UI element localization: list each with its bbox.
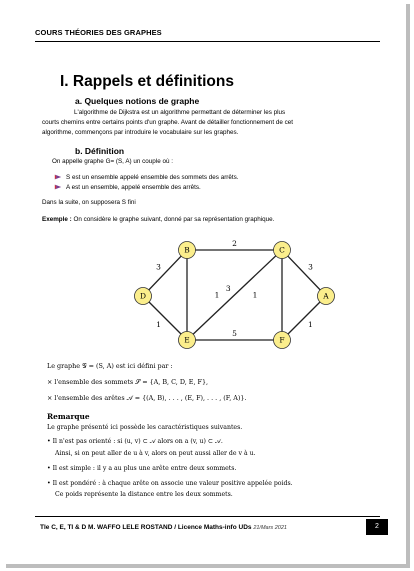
- edge-weight-label: 3: [308, 262, 313, 272]
- edge-weight-label: 1: [156, 319, 162, 329]
- edge-D-B: [143, 250, 187, 296]
- definition-intro: On appelle graphe G= (S, A) un couple où :: [52, 158, 173, 165]
- edge-weight-label: 3: [225, 283, 231, 293]
- page-footer: [40, 524, 287, 531]
- footer-text: Tle C, E, TI & D M. WAFFO LELE ROSTAND / Licence Maths-info UDs: [40, 524, 254, 531]
- subsection-b-title: b. Définition: [75, 146, 125, 156]
- example-line: [42, 216, 274, 223]
- remark-item-continuation: Ainsi, si on peut aller de u à v, alors on peut aussi aller de v à u.: [55, 450, 256, 457]
- bullet-arrow-icon: [54, 173, 62, 181]
- node-label: A: [323, 291, 329, 301]
- remark-title: Remarque: [47, 412, 90, 421]
- footer-rule: [35, 516, 380, 517]
- math-edges-line: × l'ensemble des arêtes 𝒜 = {(A, B), . . . , (E, F), . . . , (F, A)}.: [47, 394, 247, 402]
- node-label: F: [279, 335, 285, 345]
- example-label: Exemple :: [42, 216, 72, 223]
- bullet-item: [54, 183, 201, 191]
- remark-item: • Il est pondéré : à chaque arête on associe une valeur positive appelée poids.: [47, 480, 293, 487]
- edge-weight-label: 1: [252, 290, 258, 300]
- subsection-a-title: a. Quelques notions de graphe: [75, 96, 200, 106]
- page-number: 2: [366, 519, 388, 535]
- assumption-text: Dans la suite, on supposera S fini: [42, 199, 136, 206]
- bullet-text: A est un ensemble, appelé ensemble des arrêts.: [66, 183, 201, 191]
- node-label: D: [139, 291, 147, 301]
- edge-E-C: [187, 250, 282, 340]
- edge-F-A: [282, 296, 326, 340]
- edge-weight-label: 3: [156, 262, 161, 272]
- remark-item-continuation: Ce poids représente la distance entre les deux sommets.: [55, 491, 233, 498]
- edge-C-A: [282, 250, 326, 296]
- node-label: C: [279, 245, 285, 255]
- edge-D-E: [143, 296, 187, 340]
- bullet-item: [54, 173, 239, 181]
- graph-diagram: [35, 232, 376, 357]
- running-header: COURS THÉORIES DES GRAPHES: [35, 28, 162, 37]
- remark-item: • Il n'est pas orienté : si (u, v) ⊂ 𝒜 alors on a (v, u) ⊂ 𝒜.: [47, 438, 223, 445]
- remark-item: • Il est simple : il y a au plus une arête entre deux sommets.: [47, 465, 237, 472]
- remark-intro: Le graphe présenté ici possède les caractéristiques suivantes.: [47, 424, 243, 431]
- math-definition-line: Le graphe 𝒢 = (S, A) est ici défini par :: [47, 362, 173, 370]
- edge-weight-label: 1: [307, 319, 313, 329]
- math-vertices-line: × l'ensemble des sommets 𝒮 = {A, B, C, D, E, F},: [47, 378, 209, 386]
- section-title: I. Rappels et définitions: [60, 73, 234, 90]
- node-label: E: [184, 335, 190, 345]
- bullet-arrow-icon: [54, 183, 62, 191]
- edge-weight-label: 1: [214, 290, 220, 300]
- example-text: On considère le graphe suivant, donné par sa représentation graphique.: [71, 216, 275, 223]
- edge-weight-label: 2: [232, 239, 237, 248]
- intro-paragraph: L'algorithme de Dijkstra est un algorithme permettant de déterminer les plus courts chemins entre certains points d'un graphe. Avant de détailler fonctionnement de cet algorithme, commençons par introduire le vocabulaire sur les graphes.: [42, 109, 294, 136]
- node-label: B: [184, 245, 190, 255]
- footer-date: 21/Mars 2021: [253, 525, 287, 531]
- example-figure: [35, 232, 376, 512]
- header-rule: [35, 41, 380, 42]
- edge-weight-label: 5: [232, 329, 237, 338]
- bullet-text: S est un ensemble appelé ensemble des sommets des arrêts.: [66, 173, 239, 181]
